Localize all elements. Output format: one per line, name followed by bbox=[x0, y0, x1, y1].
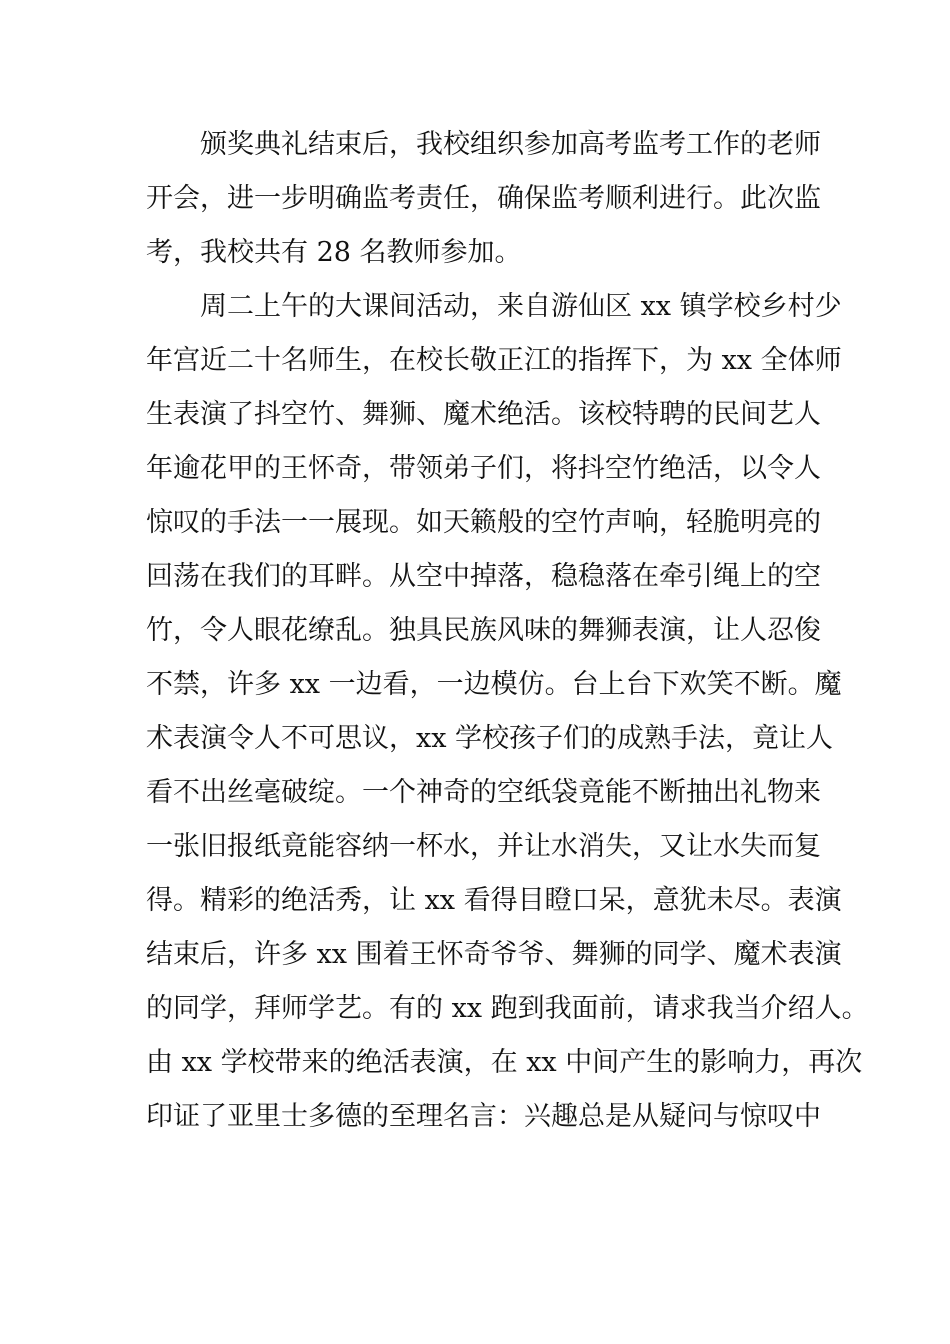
paragraph-2-line-10: 看不出丝毫破绽。一个神奇的空纸袋竟能不断抽出礼物来 bbox=[146, 777, 821, 808]
paragraph-1-line-2: 开会，进一步明确监考责任，确保监考顺利进行。此次监 bbox=[146, 183, 821, 214]
paragraph-2-line-13: 结束后，许多 xx 围着王怀奇爷爷、舞狮的同学、魔术表演 bbox=[146, 939, 842, 970]
paragraph-2-line-12: 得。精彩的绝活秀，让 xx 看得目瞪口呆，意犹未尽。表演 bbox=[146, 885, 842, 916]
paragraph-2-line-16: 印证了亚里士多德的至理名言：兴趣总是从疑问与惊叹中 bbox=[146, 1101, 821, 1132]
paragraph-2-line-5: 惊叹的手法一一展现。如天籁般的空竹声响，轻脆明亮的 bbox=[146, 507, 821, 538]
document-body bbox=[146, 118, 869, 1144]
paragraph-1 bbox=[146, 118, 826, 280]
paragraph-2-line-9: 术表演令人不可思议，xx 学校孩子们的成熟手法，竟让人 bbox=[146, 723, 834, 754]
paragraph-2-line-1: 周二上午的大课间活动，来自游仙区 xx 镇学校乡村少 bbox=[200, 291, 842, 322]
paragraph-2-line-6: 回荡在我们的耳畔。从空中掉落，稳稳落在牵引绳上的空 bbox=[146, 561, 821, 592]
paragraph-2 bbox=[146, 280, 869, 1144]
paragraph-2-line-14: 的同学，拜师学艺。有的 xx 跑到我面前，请求我当介绍人。 bbox=[146, 993, 869, 1024]
paragraph-2-line-11: 一张旧报纸竟能容纳一杯水，并让水消失，又让水失而复 bbox=[146, 831, 821, 862]
paragraph-2-line-3: 生表演了抖空竹、舞狮、魔术绝活。该校特聘的民间艺人 bbox=[146, 399, 821, 430]
paragraph-2-line-4: 年逾花甲的王怀奇，带领弟子们，将抖空竹绝活，以令人 bbox=[146, 453, 821, 484]
paragraph-1-line-3: 考，我校共有 28 名教师参加。 bbox=[146, 237, 522, 268]
paragraph-2-line-15: 由 xx 学校带来的绝活表演，在 xx 中间产生的影响力，再次 bbox=[146, 1047, 863, 1078]
paragraph-2-line-7: 竹，令人眼花缭乱。独具民族风味的舞狮表演，让人忍俊 bbox=[146, 615, 821, 646]
paragraph-2-line-8: 不禁，许多 xx 一边看，一边模仿。台上台下欢笑不断。魔 bbox=[146, 669, 842, 700]
paragraph-2-line-2: 年宫近二十名师生，在校长敬正江的指挥下，为 xx 全体师 bbox=[146, 345, 842, 376]
paragraph-1-line-1: 颁奖典礼结束后，我校组织参加高考监考工作的老师 bbox=[200, 129, 821, 160]
